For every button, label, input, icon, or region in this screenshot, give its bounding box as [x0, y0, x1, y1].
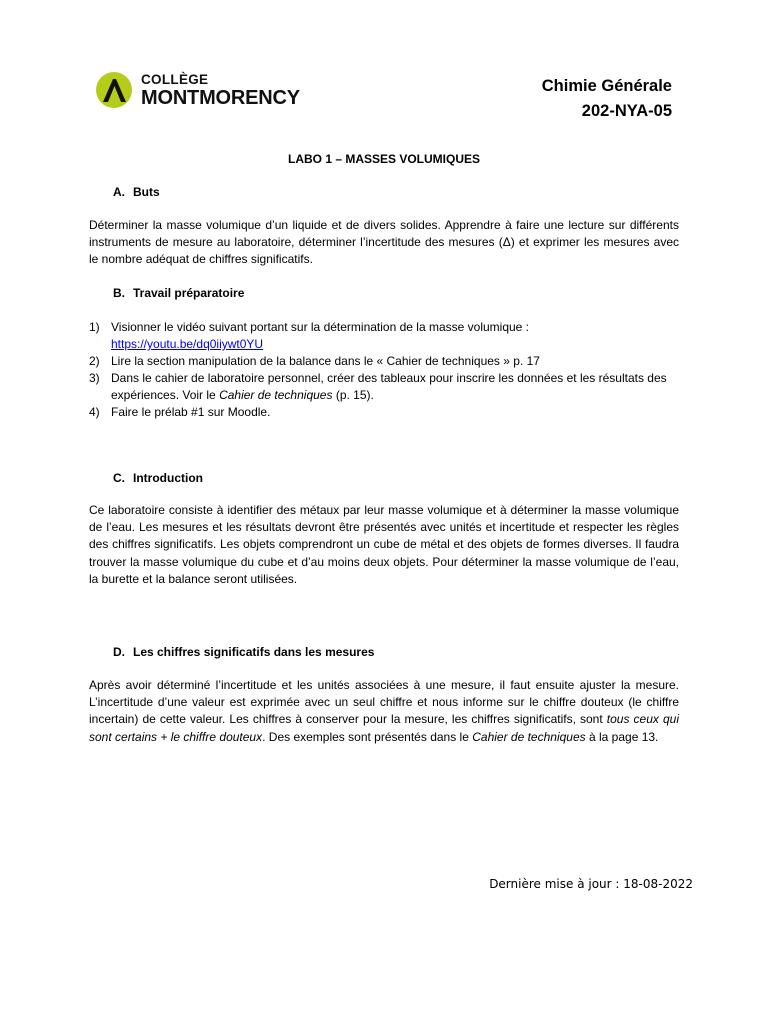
list-item	[89, 370, 679, 404]
paragraph-text: Après avoir déterminé l’incertitude et les unités associées à une mesure, il faut ensuite ajuster la mesure. L’incertitude d’une valeur est exprimée avec un seul chiffre et nous informe sur le chiffre douteux (le chiffre incertain) de cette valeur. Les chiffres à conserver pour la mesure, les chiffres significatifs, sont	[89, 678, 679, 727]
paragraph-italic: Cahier de techniques	[472, 729, 586, 744]
section-c-heading	[113, 471, 203, 485]
list-item-number: 1)	[89, 320, 100, 334]
course-header	[542, 74, 672, 124]
logo-line-college: COLLÈGE	[141, 72, 209, 87]
list-item-number: 4)	[89, 405, 100, 419]
list-item	[89, 319, 679, 353]
section-title: Introduction	[133, 471, 203, 485]
video-link[interactable]: https://youtu.be/dq0iiywt0YU	[111, 337, 264, 351]
list-item-text: Lire la section manipulation de la balance dans le « Cahier de techniques » p. 17	[111, 354, 540, 368]
section-c-text	[89, 502, 679, 588]
document-title: LABO 1 – MASSES VOLUMIQUES	[287, 152, 481, 166]
paragraph: Déterminer la masse volumique d’un liquide et de divers solides. Apprendre à faire une lecture sur différents instruments de mesure au laboratoire, déterminer l’incertitude des mesures (Δ) et exprimer les mesures avec le nombre adéquat de chiffres significatifs.	[89, 218, 679, 267]
list-item-number: 3)	[89, 371, 100, 385]
section-letter: B.	[113, 286, 125, 300]
section-a-heading	[113, 185, 160, 199]
paragraph-text: à la page 13.	[585, 729, 659, 744]
course-code: 202-NYA-05	[581, 102, 672, 120]
section-title: Les chiffres significatifs dans les mesures	[133, 645, 375, 659]
list-item-text: Dans le cahier de laboratoire personnel, créer des tableaux pour inscrire les données et les résultats des expériences. Voir le	[111, 371, 667, 402]
section-d-text	[89, 677, 679, 746]
list-item-number: 2)	[89, 354, 100, 368]
section-letter: D.	[113, 645, 125, 659]
list-item-text: Visionner le vidéo suivant portant sur la détermination de la masse volumique :	[111, 320, 530, 334]
paragraph	[89, 677, 679, 746]
list-item-italic: Cahier de techniques	[219, 388, 333, 402]
course-title: Chimie Générale	[541, 77, 672, 95]
preparatory-task-list	[89, 319, 679, 421]
section-a-text	[89, 217, 679, 269]
list-item	[89, 353, 679, 370]
section-letter: C.	[113, 471, 125, 485]
paragraph-text: . Des exemples sont présentés dans le	[262, 729, 473, 744]
college-logo-icon	[95, 71, 133, 109]
college-logo	[95, 71, 300, 111]
last-updated: Dernière mise à jour : 18-08-2022	[489, 877, 693, 891]
logo-line-montmorency: MONTMORENCY	[141, 87, 300, 109]
section-b-heading	[113, 286, 244, 300]
section-title: Buts	[133, 185, 160, 199]
section-title: Travail préparatoire	[133, 286, 245, 300]
list-item	[89, 404, 679, 421]
list-item-text-end: (p. 15).	[332, 388, 374, 402]
paragraph: Ce laboratoire consiste à identifier des métaux par leur masse volumique et à déterminer la masse volumique de l’eau. Les mesures et les résultats devront être présentés avec unités et incertitude et respecter les règles des chiffres significatifs. Les objets comprendront un cube de métal et des objets de formes diverses. Il faudra trouver la masse volumique du cube et d’au moins deux objets. Pour déterminer la masse volumique de l’eau, la burette et la balance seront utilisées.	[89, 503, 679, 586]
list-item-text: Faire le prélab #1 sur Moodle.	[111, 405, 271, 419]
section-letter: A.	[113, 185, 125, 199]
paragraph-italic: tous ceux qui sont certains + le chiffre douteux	[89, 712, 679, 744]
section-d-heading	[113, 645, 374, 659]
